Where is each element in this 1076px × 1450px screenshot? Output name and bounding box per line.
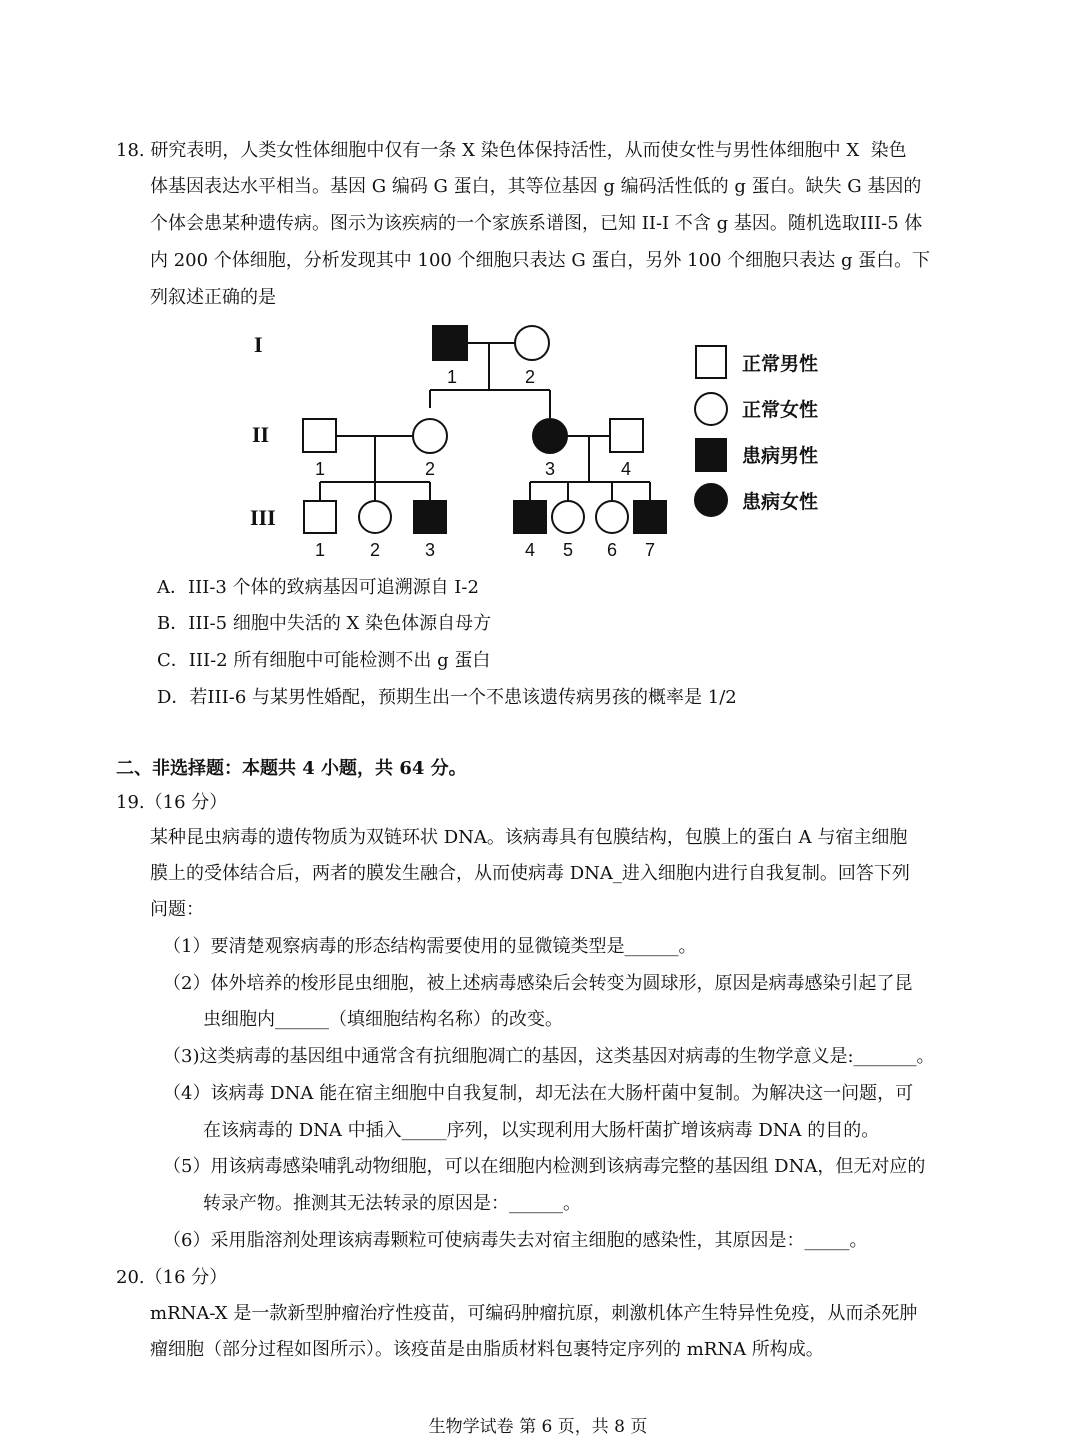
section-2-heading: 二、非选择题：本题共 4 小题，共 64 分。 bbox=[116, 758, 467, 779]
pedigree-II-1-normal-male bbox=[303, 419, 336, 452]
pedigree-chart bbox=[250, 312, 850, 570]
q18-option-d: D．若III-6 与某男性婚配，预期生出一个不患该遗传病男孩的概率是 1/2 bbox=[157, 687, 737, 708]
q20-header: 20.（16 分） bbox=[116, 1267, 228, 1288]
legend-affected-female-label: 患病女性 bbox=[742, 491, 819, 513]
q18-option-c: C．III-2 所有细胞中可能检测不出 g 蛋白 bbox=[157, 650, 491, 671]
pedigree-num-III-6: 6 bbox=[606, 540, 618, 560]
q19-part-1: （1）要清楚观察病毒的形态结构需要使用的显微镜类型是______。 bbox=[163, 936, 697, 957]
q19-part-4: （4）该病毒 DNA 能在宿主细胞中自我复制，却无法在大肠杆菌中复制。为解决这一问题，可 bbox=[163, 1083, 914, 1104]
pedigree-III-1-normal-male bbox=[304, 501, 336, 533]
pedigree-num-II-4: 4 bbox=[620, 459, 632, 479]
q18-line-1: 18. 研究表明，人类女性体细胞中仅有一条 X 染色体保持活性，从而使女性与男性体细胞中 X 染色 bbox=[116, 140, 907, 161]
q19-part-4-cont: 在该病毒的 DNA 中插入_____序列，以实现利用大肠杆菌扩增该病毒 DNA 的目的。 bbox=[203, 1120, 880, 1141]
pedigree-II-3-affected-female bbox=[533, 419, 567, 453]
pedigree-num-II-3: 3 bbox=[544, 459, 556, 479]
pedigree-num-III-3: 3 bbox=[424, 540, 436, 560]
legend-affected-male-symbol bbox=[696, 439, 726, 471]
pedigree-num-III-4: 4 bbox=[524, 540, 536, 560]
pedigree-num-III-1: 1 bbox=[314, 540, 326, 560]
generation-label-II: II bbox=[252, 422, 270, 447]
pedigree-num-III-7: 7 bbox=[644, 540, 656, 560]
pedigree-num-II-2: 2 bbox=[424, 459, 436, 479]
legend-affected-female-symbol bbox=[695, 484, 727, 516]
q18-line-3: 个体会患某种遗传病。图示为该疾病的一个家族系谱图，已知 II-I 不含 g 基因。随机选取III-5 体 bbox=[150, 213, 923, 234]
q19-part-5-cont: 转录产物。推测其无法转录的原因是：______。 bbox=[203, 1193, 581, 1214]
legend-affected-male-label: 患病男性 bbox=[742, 445, 819, 467]
pedigree-num-I-2: 2 bbox=[524, 367, 536, 387]
q18-line-2: 体基因表达水平相当。基因 G 编码 G 蛋白，其等位基因 g 编码活性低的 g 蛋白。缺失 G 基因的 bbox=[150, 176, 922, 197]
q19-intro-3: 问题： bbox=[150, 899, 204, 920]
pedigree-II-4-normal-male bbox=[610, 419, 643, 452]
q19-part-2-cont: 虫细胞内______（填细胞结构名称）的改变。 bbox=[203, 1009, 563, 1030]
q19-part-2: （2）体外培养的梭形昆虫细胞，被上述病毒感染后会转变为圆球形，原因是病毒感染引起了昆 bbox=[163, 973, 913, 994]
legend-normal-male-symbol bbox=[696, 346, 726, 378]
legend-normal-male-label: 正常男性 bbox=[742, 353, 819, 375]
q19-part-6: （6）采用脂溶剂处理该病毒颗粒可使病毒失去对宿主细胞的感染性，其原因是：_____。 bbox=[163, 1230, 868, 1251]
pedigree-III-4-affected-male bbox=[514, 501, 546, 533]
generation-label-III: III bbox=[250, 505, 276, 530]
pedigree-III-6-normal-female bbox=[596, 501, 628, 533]
q19-intro-1: 某种昆虫病毒的遗传物质为双链环状 DNA。该病毒具有包膜结构，包膜上的蛋白 A 与宿主细胞 bbox=[150, 827, 908, 848]
pedigree-num-I-1: 1 bbox=[446, 367, 458, 387]
q18-line-5: 列叙述正确的是 bbox=[150, 287, 276, 308]
q18-line-4: 内 200 个体细胞，分析发现其中 100 个细胞只表达 G 蛋白，另外 100 个细胞只表达 g 蛋白。下 bbox=[150, 250, 931, 271]
q19-part-5: （5）用该病毒感染哺乳动物细胞，可以在细胞内检测到该病毒完整的基因组 DNA，但无对应的 bbox=[163, 1156, 926, 1177]
q19-intro-2: 膜上的受体结合后，两者的膜发生融合，从而使病毒 DNA_进入细胞内进行自我复制。回答下列 bbox=[150, 863, 910, 884]
q18-option-b: B．III-5 细胞中失活的 X 染色体源自母方 bbox=[157, 613, 492, 634]
legend-normal-female-label: 正常女性 bbox=[742, 399, 819, 421]
q19-part-3: （3)这类病毒的基因组中通常含有抗细胞凋亡的基因，这类基因对病毒的生物学意义是:_______。 bbox=[163, 1046, 935, 1067]
pedigree-I-2-normal-female bbox=[515, 326, 549, 360]
pedigree-II-2-normal-female bbox=[413, 419, 447, 453]
pedigree-III-5-normal-female bbox=[552, 501, 584, 533]
q18-option-a: A．III-3 个体的致病基因可追溯源自 I-2 bbox=[157, 577, 479, 598]
q20-intro-2: 瘤细胞（部分过程如图所示）。该疫苗是由脂质材料包裹特定序列的 mRNA 所构成。 bbox=[150, 1339, 824, 1360]
page-footer: 生物学试卷 第 6 页，共 8 页 bbox=[428, 1417, 648, 1437]
generation-label-I: I bbox=[254, 332, 263, 357]
pedigree-num-III-5: 5 bbox=[562, 540, 574, 560]
legend-normal-female-symbol bbox=[695, 393, 727, 425]
pedigree-III-3-affected-male bbox=[414, 501, 446, 533]
pedigree-III-7-affected-male bbox=[634, 501, 666, 533]
q20-intro-1: mRNA-X 是一款新型肿瘤治疗性疫苗，可编码肿瘤抗原，刺激机体产生特异性免疫，从而杀死肿 bbox=[150, 1303, 918, 1324]
q19-header: 19.（16 分） bbox=[116, 792, 228, 813]
pedigree-I-1-affected-male bbox=[433, 326, 467, 360]
pedigree-num-III-2: 2 bbox=[369, 540, 381, 560]
pedigree-III-2-normal-female bbox=[359, 501, 391, 533]
pedigree-num-II-1: 1 bbox=[314, 459, 326, 479]
